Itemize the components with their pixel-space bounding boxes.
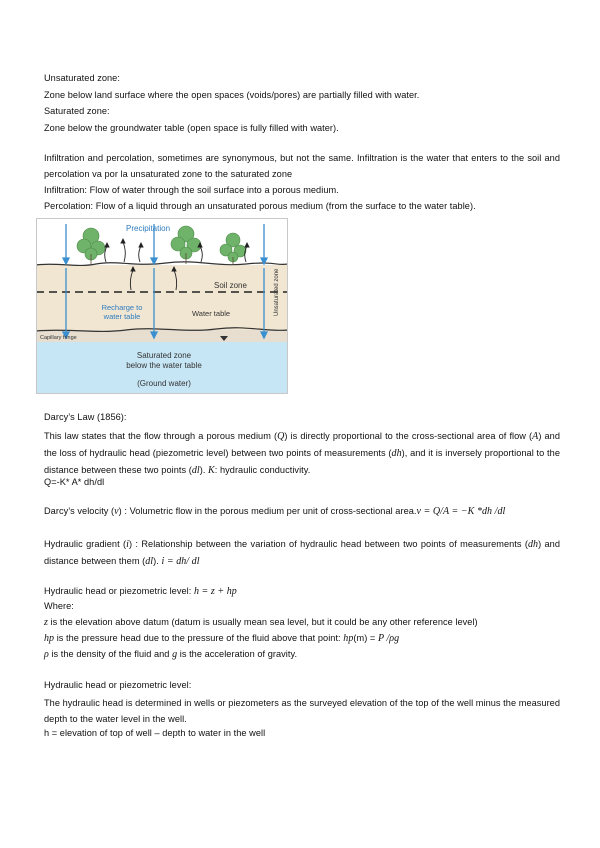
- infiltration-intro: Infiltration and percolation, sometimes are synonymous, but not the same. Infiltration is the water that enters to the soil and percolation va por la unsaturated zone to the saturated zone: [44, 153, 560, 179]
- darcy-velocity-line: Darcy’s velocity (v) : Volumetric flow in the porous medium per unit of cross-sectional area.v = Q/A = −K *dh /dl: [44, 506, 506, 517]
- water-table-label: Water table: [192, 309, 231, 318]
- precipitation-label: Precipitation: [126, 224, 171, 233]
- darcy-law-formula: Q=-K* A* dh/dl: [44, 477, 105, 487]
- unsaturated-zone-vertical-label: Unsaturated zone: [274, 268, 280, 316]
- recharge-label-line1: Recharge to: [101, 303, 143, 312]
- saturated-zone-heading: Saturated zone:: [44, 106, 110, 116]
- groundwater-zones-figure: [36, 218, 288, 394]
- saturated-zone-label-line2: below the water table: [126, 361, 202, 370]
- ground-water-label: (Ground water): [137, 379, 191, 388]
- unsaturated-zone-heading: Unsaturated zone:: [44, 73, 120, 83]
- rho-definition: ρ is the density of the fluid and g is the acceleration of gravity.: [44, 649, 298, 660]
- hydraulic-head-paragraph: The hydraulic head is determined in wells or piezometers as the surveyed elevation of the top of the well minus the measured depth to the water level in the well.: [44, 698, 560, 724]
- groundwater-diagram: [36, 218, 288, 394]
- saturated-zone-label-line1: Saturated zone: [136, 351, 192, 360]
- recharge-label-line2: water table: [103, 312, 141, 321]
- hydraulic-head-heading: Hydraulic head or piezometric level:: [44, 680, 192, 690]
- unsaturated-zone-definition: Zone below land surface where the open spaces (voids/pores) are partially filled with water.: [44, 90, 420, 100]
- darcy-law-paragraph: This law states that the flow through a porous medium (Q) is directly proportional to the cross-sectional area of flow (A) and the loss of hydraulic head (piezometric level) between two points of measurements (dh), and it is inversely proportional to the distance between these two points (dl). K: hydraulic conductivity.: [44, 431, 560, 476]
- hydraulic-head-line: Hydraulic head or piezometric level: h = z + hp: [44, 586, 237, 597]
- infiltration-definition: Infiltration: Flow of water through the soil surface into a porous medium.: [44, 185, 339, 195]
- darcy-law-heading: Darcy’s Law (1856):: [44, 412, 127, 422]
- where-label: Where:: [44, 601, 74, 611]
- z-definition: z is the elevation above datum (datum is usually mean sea level, but it could be any other reference level): [44, 617, 478, 628]
- hydraulic-head-formula: h = elevation of top of well – depth to water in the well: [44, 728, 266, 738]
- soil-zone-label: Soil zone: [214, 281, 247, 290]
- saturated-zone-definition: Zone below the groundwater table (open space is fully filled with water).: [44, 123, 339, 133]
- capillary-fringe-label: Capillary fringe: [40, 335, 77, 341]
- percolation-definition: Percolation: Flow of a liquid through an unsaturated porous medium (from the surface to the water table).: [44, 201, 476, 211]
- hp-definition: hp is the pressure head due to the pressure of the fluid above that point: hp(m) = P /ρg: [44, 633, 400, 644]
- hydraulic-gradient-paragraph: Hydraulic gradient (i) : Relationship between the variation of hydraulic head between two points of measurements (dh) and distance between them (dl). i = dh/ dl: [44, 539, 560, 567]
